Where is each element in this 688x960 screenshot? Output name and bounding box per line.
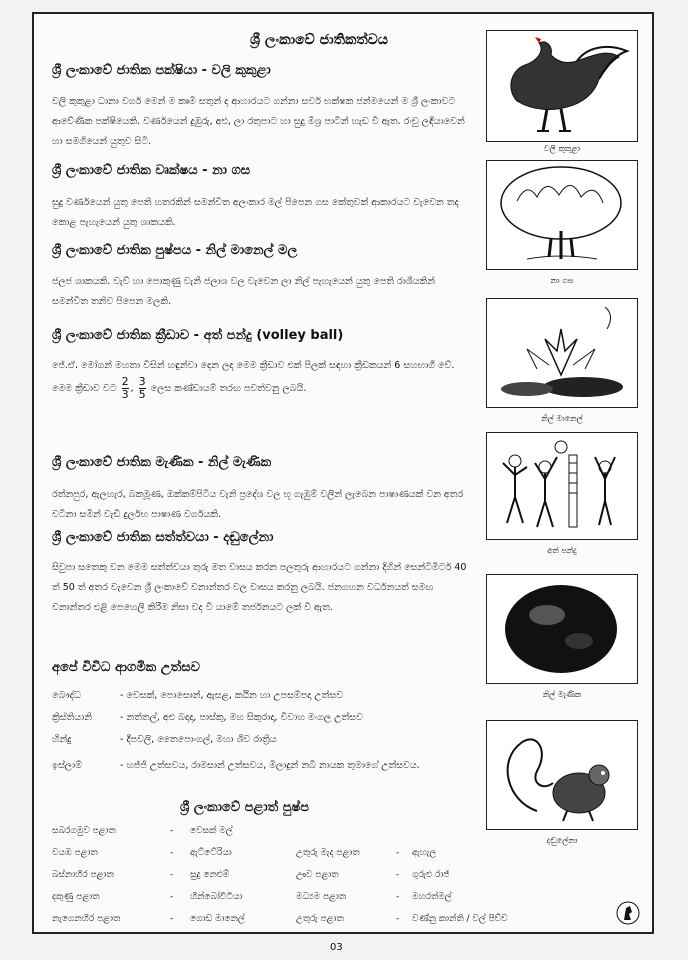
flower-table-province: ඌව පළාත <box>296 870 339 880</box>
flower-table-province: සබරගමුව පළාත <box>52 826 116 836</box>
table-dash: - <box>396 848 400 858</box>
festival-row: ක්‍රිස්තියානි - නත්තල්, අළු බදාදා, පාස්කු, මහ සිකුරාදා, විවාහ මංගල උත්සව <box>52 712 363 723</box>
section-body-gem: රත්නපුර, ඇලහැර, බකමූණ, ඔක්කම්පිටිය වැනි ප්‍රදේශ වල භූ ගැඹුම් වලින් ලැබෙන පාෂාණයක් වන අතර වටිනා සමින් වැඩි දුර්ලභ පාෂාණ වර්ගයකි. <box>52 489 464 520</box>
flowers-heading: ශ්‍රී ලංකාවේ පළාත් පුෂ්ප <box>180 800 310 815</box>
flower-table-flower: ගොඩ මානෙල් <box>190 914 245 924</box>
junglefowl-image <box>486 30 638 142</box>
caption-sapphire: නිල් මැණික <box>542 690 582 699</box>
flower-table-province: මධ්‍යම පළාත <box>296 892 347 902</box>
section-heading-flower: ශ්‍රී ලංකාවේ ජාතික පුෂ්පය - නිල් මානෙල් මල <box>52 243 298 258</box>
section-heading-junglefowl: ශ්‍රී ලංකාවේ ජාතික පක්ෂියා - වලි කුකුළා <box>52 63 271 78</box>
table-dash: - <box>396 914 400 924</box>
section-body-flower: ජලජ ශාකයකි. වැව් හා පොකුණු වැනි ජලාශ වල වැවෙන ලා නිල් පැහැයෙන් යුතු පෙති රාශියකින් සමන්විත තනිව පිපෙන මලකි. <box>52 276 435 307</box>
section-body-tree: සුදු වර්ණයෙන් යුතු පෙති හතරකින් සමන්විත අලංකාර මල් පිපෙන ගස කේතුවක් ආකාරයට වැවෙන තද කොළ පැහැයෙන් යුතු ශාකයකි. <box>52 197 459 228</box>
caption-squirrel: දඬුලේනා <box>546 836 578 845</box>
section-heading-gem: ශ්‍රී ලංකාවේ ජාතික මැණික - නිල් මැණික <box>52 455 272 470</box>
blue-sapphire-image <box>486 574 638 684</box>
table-dash: - <box>396 870 400 880</box>
table-dash: - <box>396 892 400 902</box>
publisher-logo <box>616 900 640 926</box>
volleyball-image <box>486 432 638 540</box>
tree-image <box>486 160 638 270</box>
festival-row: හින්දු - දීපවලි, තෛපොංගල්, මහා ශිව රාත්‍රිය <box>52 734 277 745</box>
sport-body-part-b: ලෙස කණ්ඩායම් තරඟ පවත්වනු ලබයි. <box>150 383 307 394</box>
water-lily-image <box>486 298 638 408</box>
section-body-squirrel: සිවුපා සතෙකු වන මෙම සත්ත්වයා තුරු මත වාසය කරන පලතුරු ආහාරයට ගන්නා දිගින් සෙන්ටිමීටර් 40 ත් 50 ත් අතර වැවෙන ශ්‍රී ලංකාවේ වනාන්තර වල වාසය කරනු ලබයි. ජනගහන වර්ධනයත් සමඟ වනාන්තර එළි පෙහෙලි කිරීම නිසා වද වී යාමේ තර්ජනයට ලක් වී ඇත. <box>52 562 467 613</box>
caption-lily: නිල් මානෙල් <box>541 414 583 423</box>
flower-table-flower: සුදු නෙළුම් <box>190 870 230 880</box>
table-dash: - <box>170 914 174 924</box>
flower-table-flower: මහරත්මල් <box>412 892 452 902</box>
flower-table-flower: ඇහැල <box>412 848 437 858</box>
flower-table-province: උතුරු පළාත <box>296 914 344 924</box>
page-number: 03 <box>330 942 343 953</box>
giant-squirrel-image <box>486 720 638 830</box>
flower-table-province: වයඹ පළාත <box>52 848 98 858</box>
table-dash: - <box>170 848 174 858</box>
section-heading-sport: ශ්‍රී ලංකාවේ ජාතික ක්‍රීඩාව - අත් පන්දු (volley ball) <box>52 328 344 343</box>
fraction-two-thirds: $\frac{2}{3}$ <box>121 375 129 401</box>
section-body-sport: ජේ.ඒ. මෝගන් මහතා විසින් හඳුන්වා දෙන ලද මෙම ක්‍රීඩාව එක් පිලක් සඳහා ක්‍රීඩකයන් 6 සහභාගී වේ. මෙම ක්‍රීඩාව වට $\frac{2}{3}$ , $\frac{3}{5}$ ලෙස කණ්ඩායම් තරඟ පවත්වනු ලබයි. <box>52 360 455 401</box>
sport-body-part-a: ජේ.ඒ. මෝගන් මහතා විසින් හඳුන්වා දෙන ලද මෙම ක්‍රීඩාව එක් පිලක් සඳහා ක්‍රීඩකයන් 6 සහභාගී වේ. මෙම ක්‍රීඩාව වට <box>52 360 455 394</box>
table-dash: - <box>170 826 174 836</box>
flower-table-province: බස්නාහිර පළාත <box>52 870 114 880</box>
fraction-three-fifths: $\frac{3}{5}$ <box>138 375 146 401</box>
flower-table-province: දකුණු පළාත <box>52 892 100 902</box>
festivals-heading: අපේ විවිධ ආගමික උත්සව <box>52 660 200 675</box>
section-heading-tree: ශ්‍රී ලංකාවේ ජාතික වෘක්ෂය - නා ගස <box>52 163 251 178</box>
caption-tree: නා ගස <box>550 276 574 285</box>
section-body-junglefowl: වලි කුකුළා ධානා වර්ග මෙන් ම කෘමි සතුන් ද ආහාරයට ගන්නා සර්ව භක්ෂක ජන්මයෙන් ම ශ්‍රී ලංකාවට ආවේණික පක්ෂියෙකි. වර්ණයෙන් දුඹුරු, අළු, ලා රතුපාට හා සුදු මිශ්‍ර පාටින් හැඩ වී ඇත. රංචු ලඳියාවෙන් හා සමගියෙන් යුතුව සිටී. <box>52 96 465 147</box>
flower-table-province: උතුරු මැද පළාත <box>296 848 360 858</box>
section-heading-squirrel: ශ්‍රී ලංකාවේ ජාතික සත්ත්වයා - දඬුලේනා <box>52 530 274 545</box>
table-dash: - <box>170 870 174 880</box>
caption-volleyball: අත් පන්දු <box>547 546 577 555</box>
flower-table-flower: වණ්නු කාන්ති / වල් පිච්ච <box>412 914 508 924</box>
flower-table-province: නැගෙනහිර පළාත <box>52 914 121 924</box>
festival-row: ඉස්ලාම් - හජ්ජි උත්සවය, රාමසාන් උත්සවය, මිලාදුන් නබි නායක තුමාගේ උත්සවය. <box>52 760 420 771</box>
page-title: ශ්‍රී ලංකාවේ ජාතිකත්වය <box>250 32 388 48</box>
flower-table-flower: ඇට්ටේරියා <box>190 848 232 858</box>
flower-table-flower: ගුරුළු රාජ් <box>412 870 450 880</box>
table-dash: - <box>170 892 174 902</box>
flower-table-flower: වෙසක් මල් <box>190 826 233 836</box>
flower-table-flower: හින්බෝවිටියා <box>190 892 243 902</box>
caption-junglefowl: වලි කුකුළා <box>543 144 581 153</box>
festival-row: බෞද්ධ - වෙසක්, පොසොන්, ඇසළ, කඨින හා උපසම්පදා උත්සව <box>52 690 344 701</box>
